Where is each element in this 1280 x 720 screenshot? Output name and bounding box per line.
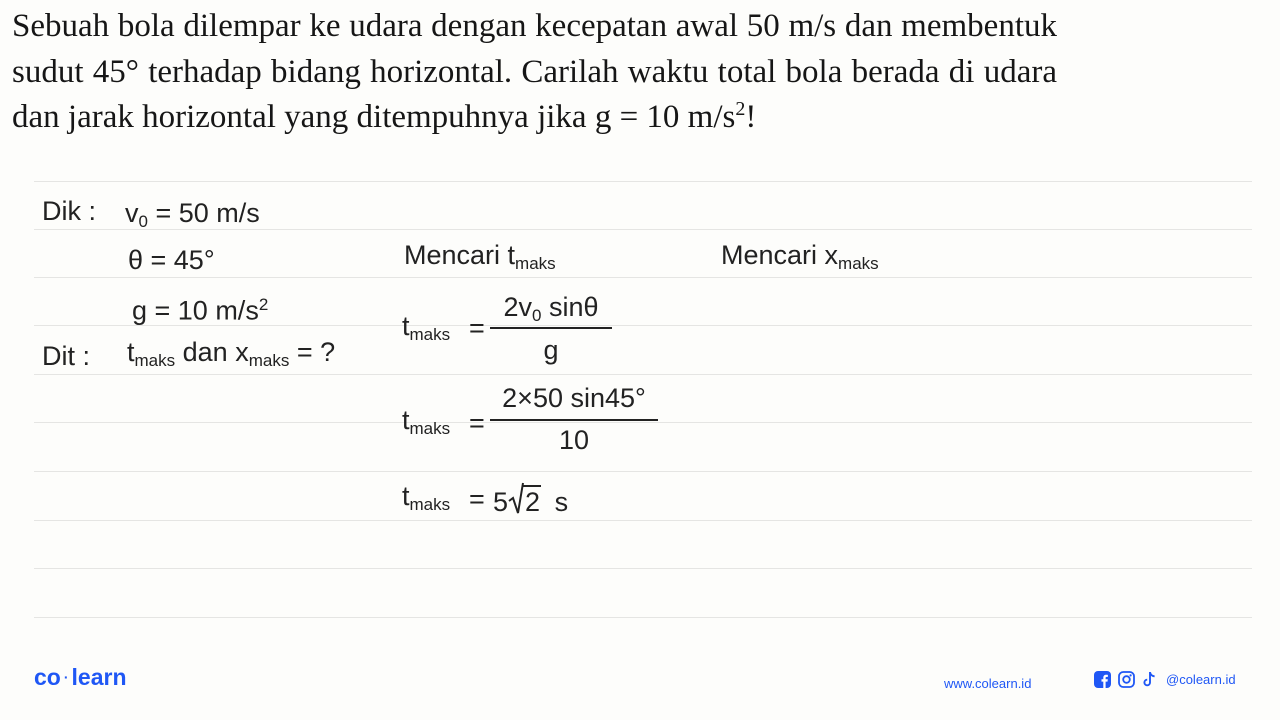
square-root	[508, 485, 541, 516]
website-url: www.colearn.id	[944, 676, 1032, 691]
problem-end: !	[745, 99, 757, 135]
step2-fraction	[490, 383, 658, 465]
fraction-bar	[490, 419, 658, 421]
radical-sign-icon	[508, 481, 524, 515]
fraction-denominator: g	[543, 335, 559, 365]
facebook-icon[interactable]	[1094, 671, 1111, 688]
ruled-line	[34, 568, 1252, 569]
ruled-line	[34, 471, 1252, 472]
ruled-line	[34, 374, 1252, 375]
fraction-bar	[490, 327, 612, 329]
ruled-line	[34, 181, 1252, 182]
dik-g: g = 10 $m/s^2$	[132, 295, 269, 326]
fraction-numerator: 2×50 sin45°	[502, 383, 646, 413]
dit-question: $t_{maks}$ dan $x_{maks}$ = ?	[127, 337, 336, 370]
dit-label: Dit :	[42, 341, 91, 371]
step1-lhs: $t_{maks}$	[402, 311, 451, 344]
dik-v0: $v_0 = 50$ m/s	[125, 198, 260, 231]
problem-exponent: 2	[735, 98, 746, 120]
dik-theta: θ = 45°	[128, 245, 215, 275]
step2-equals: =	[469, 408, 485, 438]
problem-text: Sebuah bola dilempar ke udara dengan kecepatan awal 50 m/s dan membentuk sudut 45° terhadap bidang horizontal. Carilah waktu total bola berada di udara dan jarak horizontal yang ditempuhnya jika g = 10 m/s	[12, 8, 1057, 135]
fraction-denominator: 10	[558, 425, 590, 455]
result-coefficient: 5	[493, 487, 509, 517]
mencari-x-heading: Mencari $x_{maks}$	[721, 240, 879, 273]
ruled-line	[34, 520, 1252, 521]
fraction-numerator: $2v_0$ sinθ	[503, 292, 599, 325]
step1-equals: =	[469, 313, 485, 343]
colearn-logo: co · learn	[34, 664, 127, 690]
instagram-icon[interactable]	[1118, 671, 1135, 688]
social-links	[1094, 671, 1236, 688]
step3-result	[493, 485, 568, 516]
step1-fraction	[490, 292, 612, 374]
social-handle: @colearn.id	[1166, 672, 1236, 687]
ruled-line	[34, 617, 1252, 618]
step2-lhs: $t_{maks}$	[402, 405, 451, 438]
tiktok-icon[interactable]	[1142, 671, 1157, 688]
mencari-t-heading: Mencari $t_{maks}$	[404, 240, 556, 273]
dik-label: Dik :	[42, 196, 96, 226]
step3-lhs: $t_{maks}$	[402, 481, 451, 514]
problem-statement	[12, 4, 1057, 141]
step3-equals: =	[469, 484, 485, 514]
ruled-line	[34, 277, 1252, 278]
result-unit: s	[554, 487, 569, 517]
radicand: 2	[525, 487, 541, 517]
